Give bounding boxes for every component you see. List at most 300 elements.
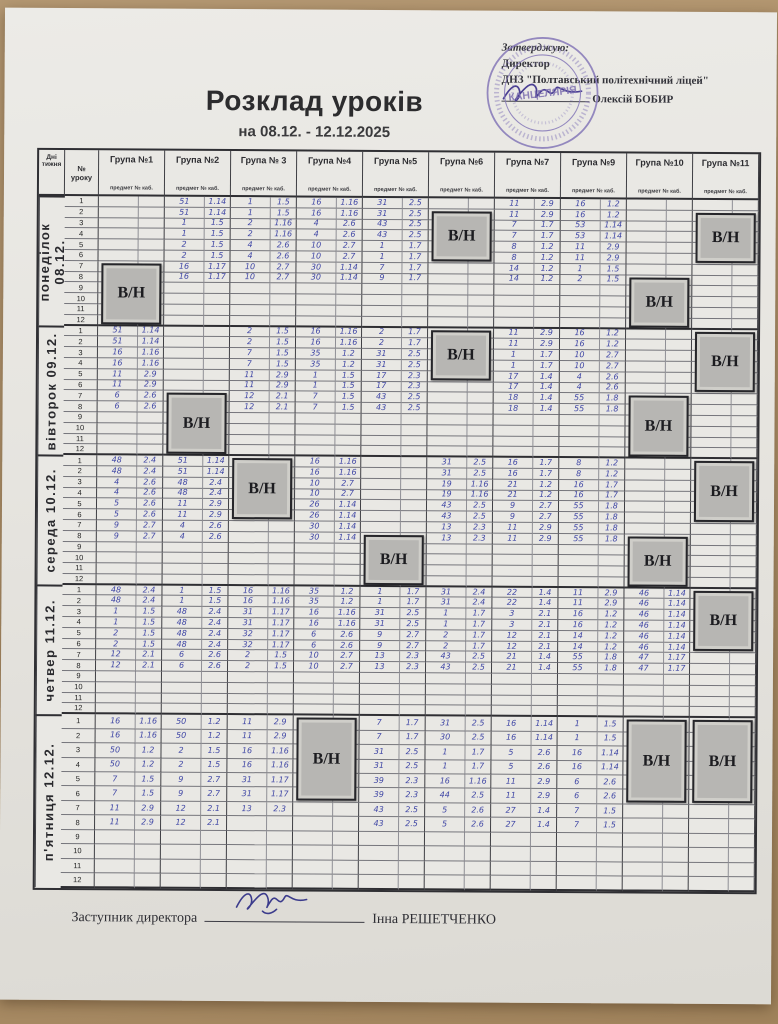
room-cell: 2.5 bbox=[402, 392, 428, 403]
subject-cell bbox=[97, 553, 137, 564]
room-cell bbox=[664, 675, 690, 686]
subject-cell: 31 bbox=[426, 587, 466, 598]
room-cell: 1.7 bbox=[400, 716, 426, 731]
room-cell bbox=[201, 845, 227, 860]
room-cell: 2.1 bbox=[136, 661, 162, 672]
room-cell bbox=[137, 542, 163, 553]
room-cell: 1.7 bbox=[400, 587, 426, 598]
subject-cell: 51 bbox=[163, 456, 203, 467]
lesson-number: 2 bbox=[62, 595, 96, 606]
room-cell bbox=[663, 848, 689, 863]
room-cell: 1.16 bbox=[335, 457, 361, 468]
room-cell: 1.14 bbox=[335, 532, 361, 543]
room-cell: 2.5 bbox=[403, 220, 429, 231]
room-cell bbox=[333, 803, 359, 818]
room-cell: 1.5 bbox=[205, 229, 231, 240]
subject-cell: 16 bbox=[492, 717, 532, 732]
room-cell: 1.16 bbox=[138, 358, 164, 369]
room-cell: 2.9 bbox=[534, 339, 560, 350]
room-cell bbox=[534, 318, 560, 329]
subject-cell: 27 bbox=[491, 818, 531, 833]
lesson-number: 12 bbox=[61, 873, 95, 888]
subject-cell: 31 bbox=[427, 457, 467, 468]
room-cell bbox=[663, 819, 689, 834]
subject-cell: 12 bbox=[492, 641, 532, 652]
room-cell bbox=[401, 490, 427, 501]
room-cell bbox=[533, 566, 559, 577]
subject-cell bbox=[295, 554, 335, 565]
subject-cell: 11 bbox=[95, 801, 135, 816]
room-cell bbox=[730, 654, 756, 665]
subject-cell bbox=[229, 532, 269, 543]
subject-cell bbox=[557, 876, 597, 891]
room-cell bbox=[600, 318, 626, 329]
room-cell: 1.5 bbox=[336, 403, 362, 414]
lesson-number: 11 bbox=[62, 693, 96, 704]
subject-cell: 16 bbox=[557, 761, 597, 776]
room-cell bbox=[202, 683, 228, 694]
lesson-number: 12 bbox=[63, 574, 97, 585]
subject-cell bbox=[227, 816, 267, 831]
subject-cell bbox=[427, 544, 467, 555]
room-cell: 1.5 bbox=[135, 787, 161, 802]
room-cell bbox=[267, 860, 293, 875]
subject-cell: 16 bbox=[297, 197, 337, 208]
room-cell bbox=[667, 243, 693, 254]
subject-cell: 31 bbox=[427, 468, 467, 479]
subject-cell bbox=[428, 295, 468, 306]
room-cell: 2.6 bbox=[137, 510, 163, 521]
subject-cell bbox=[295, 565, 335, 576]
room-cell: 2.5 bbox=[399, 817, 425, 832]
subject-cell bbox=[361, 446, 401, 457]
lesson-number: 9 bbox=[62, 671, 96, 682]
room-cell: 2.5 bbox=[467, 501, 493, 512]
subject-cell: 7 bbox=[557, 804, 597, 819]
room-cell bbox=[139, 229, 165, 240]
room-cell bbox=[401, 457, 427, 468]
subject-cell bbox=[296, 284, 336, 295]
subject-cell bbox=[162, 704, 202, 715]
subject-cell bbox=[427, 576, 467, 587]
subject-cell: 12 bbox=[161, 816, 201, 831]
room-cell bbox=[600, 307, 626, 318]
room-cell: 1.16 bbox=[467, 479, 493, 490]
subject-cell bbox=[164, 305, 204, 316]
subject-cell: 9 bbox=[161, 773, 201, 788]
room-cell bbox=[204, 305, 230, 316]
lesson-number: 12 bbox=[63, 444, 97, 455]
room-cell bbox=[335, 446, 361, 457]
subject-cell bbox=[691, 427, 731, 438]
room-cell: 1.14 bbox=[203, 456, 229, 467]
room-cell bbox=[666, 351, 692, 362]
room-cell bbox=[336, 316, 362, 327]
subject-cell: 1 bbox=[558, 717, 598, 732]
subject-cell bbox=[689, 819, 729, 834]
subject-cell: 1 bbox=[425, 745, 465, 760]
subject-cell: 8 bbox=[494, 253, 534, 264]
room-cell: 1.4 bbox=[534, 382, 560, 393]
group-header bbox=[165, 151, 231, 197]
corner-lesson-header: № уроку bbox=[65, 150, 99, 196]
subject-cell: 31 bbox=[426, 598, 466, 609]
subject-cell: 16 bbox=[296, 338, 336, 349]
subject-cell bbox=[362, 317, 402, 328]
room-cell bbox=[333, 817, 359, 832]
subject-cell: 7 bbox=[296, 403, 336, 414]
subject-cell: 17 bbox=[362, 371, 402, 382]
vh-box: В/Н bbox=[693, 591, 753, 652]
room-cell bbox=[532, 696, 558, 707]
day-label: понеділок 08.12. bbox=[38, 196, 65, 326]
subject-cell: 48 bbox=[162, 639, 202, 650]
room-cell bbox=[730, 697, 756, 708]
room-cell: 1.5 bbox=[202, 586, 228, 597]
room-cell bbox=[468, 404, 494, 415]
room-cell: 2.4 bbox=[466, 598, 492, 609]
vh-box: В/Н bbox=[695, 331, 755, 392]
group-subheader-label: предмет № каб. bbox=[175, 185, 219, 192]
room-cell: 2.9 bbox=[534, 328, 560, 339]
room-cell bbox=[533, 447, 559, 458]
room-cell: 1.17 bbox=[268, 618, 294, 629]
room-cell bbox=[269, 543, 295, 554]
room-cell: 1.8 bbox=[599, 534, 625, 545]
room-cell bbox=[467, 425, 493, 436]
vh-box: В/Н bbox=[629, 277, 689, 327]
subject-cell: 32 bbox=[228, 629, 268, 640]
room-cell bbox=[598, 696, 624, 707]
subject-cell: 39 bbox=[359, 774, 399, 789]
lesson-number: 8 bbox=[64, 272, 98, 283]
subject-cell: 2 bbox=[426, 641, 466, 652]
subject-cell bbox=[425, 861, 465, 876]
room-cell bbox=[401, 436, 427, 447]
room-cell bbox=[335, 565, 361, 576]
room-cell: 1.2 bbox=[600, 340, 626, 351]
room-cell: 1.17 bbox=[664, 664, 690, 675]
subject-cell bbox=[163, 564, 203, 575]
vh-box: В/Н bbox=[166, 393, 226, 454]
subject-cell bbox=[625, 491, 665, 502]
subject-cell bbox=[427, 425, 467, 436]
room-cell: 2.5 bbox=[399, 760, 425, 775]
room-cell: 2.7 bbox=[336, 252, 362, 263]
room-cell bbox=[597, 833, 623, 848]
room-cell bbox=[598, 674, 624, 685]
room-cell: 1.14 bbox=[205, 197, 231, 208]
group-header-label: Група № 3 bbox=[240, 155, 287, 166]
subject-cell bbox=[164, 359, 204, 370]
subject-cell: 43 bbox=[427, 511, 467, 522]
subject-cell: 1 bbox=[162, 585, 202, 596]
subject-cell: 13 bbox=[427, 522, 467, 533]
subject-cell bbox=[560, 296, 600, 307]
room-cell bbox=[399, 846, 425, 861]
vh-box: В/Н bbox=[232, 458, 292, 519]
room-cell: 1.14 bbox=[532, 732, 558, 747]
subject-cell: 17 bbox=[494, 382, 534, 393]
subject-cell bbox=[99, 218, 139, 229]
room-cell: 1.2 bbox=[533, 480, 559, 491]
subject-cell bbox=[623, 877, 663, 892]
room-cell: 2.6 bbox=[600, 372, 626, 383]
subject-cell bbox=[293, 846, 333, 861]
subject-cell bbox=[690, 697, 730, 708]
room-cell bbox=[732, 276, 758, 287]
subject-cell bbox=[690, 686, 730, 697]
room-cell bbox=[138, 250, 164, 261]
subject-cell: 46 bbox=[624, 588, 664, 599]
lesson-number: 7 bbox=[61, 801, 95, 816]
room-cell: 1.4 bbox=[532, 598, 558, 609]
subject-cell bbox=[227, 860, 267, 875]
room-cell: 2.9 bbox=[533, 523, 559, 534]
room-cell bbox=[402, 317, 428, 328]
room-cell bbox=[729, 819, 755, 834]
subject-cell: 50 bbox=[95, 758, 135, 773]
room-cell: 1.5 bbox=[597, 804, 623, 819]
room-cell: 1.2 bbox=[336, 349, 362, 360]
room-cell bbox=[204, 359, 230, 370]
room-cell: 1.14 bbox=[138, 337, 164, 348]
room-cell bbox=[465, 847, 491, 862]
room-cell: 1.5 bbox=[205, 218, 231, 229]
subject-cell: 2 bbox=[426, 630, 466, 641]
room-cell bbox=[732, 308, 758, 319]
room-cell: 2.5 bbox=[467, 512, 493, 523]
subject-cell: 31 bbox=[359, 745, 399, 760]
lesson-number: 1 bbox=[63, 455, 97, 466]
subject-cell: 10 bbox=[230, 273, 270, 284]
subject-cell: 19 bbox=[427, 490, 467, 501]
subject-cell bbox=[559, 447, 599, 458]
subject-cell bbox=[362, 306, 402, 317]
room-cell bbox=[401, 468, 427, 479]
room-cell bbox=[468, 306, 494, 317]
subject-cell: 48 bbox=[162, 607, 202, 618]
room-cell bbox=[731, 416, 757, 427]
room-cell bbox=[399, 861, 425, 876]
subject-cell: 31 bbox=[362, 349, 402, 360]
lesson-number: 3 bbox=[65, 218, 99, 229]
subject-cell: 10 bbox=[294, 651, 334, 662]
lesson-number: 8 bbox=[63, 531, 97, 542]
lesson-number: 7 bbox=[64, 261, 98, 272]
room-cell bbox=[533, 544, 559, 555]
room-cell: 2.1 bbox=[270, 402, 296, 413]
subject-cell: 4 bbox=[163, 531, 203, 542]
room-cell: 1.5 bbox=[268, 662, 294, 673]
subject-cell bbox=[558, 674, 598, 685]
room-cell bbox=[201, 831, 227, 846]
subject-cell: 11 bbox=[230, 370, 270, 381]
room-cell bbox=[467, 544, 493, 555]
vh-box: В/Н bbox=[628, 536, 688, 586]
subject-cell: 16 bbox=[164, 272, 204, 283]
subject-cell: 11 bbox=[561, 242, 601, 253]
room-cell: 2.7 bbox=[335, 478, 361, 489]
subject-cell: 12 bbox=[492, 631, 532, 642]
subject-cell: 11 bbox=[495, 209, 535, 220]
room-cell bbox=[666, 362, 692, 373]
subject-cell: 10 bbox=[296, 251, 336, 262]
subject-cell: 16 bbox=[98, 358, 138, 369]
subject-cell: 5 bbox=[491, 746, 531, 761]
subject-cell bbox=[164, 315, 204, 326]
room-cell: 1.7 bbox=[534, 350, 560, 361]
lesson-number: 2 bbox=[62, 729, 96, 744]
subject-cell: 1 bbox=[360, 597, 400, 608]
vh-box: В/Н bbox=[296, 718, 357, 801]
subject-cell: 6 bbox=[557, 775, 597, 790]
subject-cell: 6 bbox=[98, 401, 138, 412]
subject-cell bbox=[293, 831, 333, 846]
lesson-number: 2 bbox=[63, 466, 97, 477]
room-cell bbox=[466, 695, 492, 706]
subject-cell: 7 bbox=[95, 787, 135, 802]
room-cell: 2.5 bbox=[403, 198, 429, 209]
subject-cell: 9 bbox=[360, 630, 400, 641]
lesson-number: 6 bbox=[64, 380, 98, 391]
subject-cell bbox=[427, 436, 467, 447]
subject-cell: 12 bbox=[96, 650, 136, 661]
room-cell bbox=[269, 435, 295, 446]
subject-cell: 1 bbox=[363, 241, 403, 252]
room-cell: 2.1 bbox=[532, 609, 558, 620]
room-cell: 2.9 bbox=[135, 816, 161, 831]
subject-cell bbox=[95, 830, 135, 845]
subject-cell: 9 bbox=[97, 520, 137, 531]
room-cell: 1.14 bbox=[335, 522, 361, 533]
subject-cell: 6 bbox=[162, 650, 202, 661]
subject-cell bbox=[162, 693, 202, 704]
subject-cell: 16 bbox=[96, 729, 136, 744]
room-cell bbox=[334, 684, 360, 695]
page-title: Розклад уроків bbox=[205, 84, 424, 118]
subject-cell: 31 bbox=[227, 773, 267, 788]
room-cell: 1.14 bbox=[203, 467, 229, 478]
group-header-label: Група №6 bbox=[440, 156, 484, 167]
subject-cell bbox=[229, 413, 269, 424]
room-cell: 2.9 bbox=[531, 789, 557, 804]
room-cell: 1.7 bbox=[599, 491, 625, 502]
subject-cell: 12 bbox=[161, 801, 201, 816]
room-cell: 1.14 bbox=[532, 717, 558, 732]
room-cell bbox=[531, 876, 557, 891]
subject-cell: 1 bbox=[425, 760, 465, 775]
subject-cell: 6 bbox=[294, 640, 334, 651]
room-cell: 1.4 bbox=[532, 652, 558, 663]
room-cell bbox=[467, 566, 493, 577]
subject-cell bbox=[162, 682, 202, 693]
room-cell bbox=[401, 446, 427, 457]
lesson-number: 3 bbox=[61, 743, 95, 758]
room-cell: 1.2 bbox=[598, 631, 624, 642]
subject-cell bbox=[493, 415, 533, 426]
room-cell: 2.6 bbox=[137, 499, 163, 510]
subject-cell: 13 bbox=[427, 533, 467, 544]
subject-cell bbox=[228, 683, 268, 694]
group-header bbox=[363, 152, 429, 198]
room-cell: 2.9 bbox=[268, 730, 294, 745]
subject-cell: 1 bbox=[494, 350, 534, 361]
subject-cell: 13 bbox=[360, 651, 400, 662]
subject-cell bbox=[229, 424, 269, 435]
room-cell bbox=[667, 232, 693, 243]
room-cell bbox=[666, 264, 692, 275]
subject-cell: 2 bbox=[230, 337, 270, 348]
subject-cell bbox=[230, 294, 270, 305]
subject-cell: 7 bbox=[362, 263, 402, 274]
subject-cell: 16 bbox=[557, 746, 597, 761]
room-cell: 2.6 bbox=[337, 230, 363, 241]
paper-sheet bbox=[0, 8, 777, 1005]
room-cell: 2.6 bbox=[270, 251, 296, 262]
room-cell: 1.16 bbox=[138, 348, 164, 359]
group-subheader-label: предмет № каб. bbox=[109, 185, 153, 192]
room-cell bbox=[400, 673, 426, 684]
subject-cell bbox=[360, 684, 400, 695]
room-cell: 2.5 bbox=[467, 458, 493, 469]
subject-cell: 50 bbox=[162, 729, 202, 744]
room-cell bbox=[399, 832, 425, 847]
subject-cell: 18 bbox=[494, 393, 534, 404]
room-cell bbox=[204, 348, 230, 359]
subject-cell: 26 bbox=[295, 500, 335, 511]
subject-cell: 51 bbox=[163, 467, 203, 478]
subject-cell bbox=[559, 415, 599, 426]
subject-cell: 11 bbox=[558, 599, 598, 610]
room-cell bbox=[267, 817, 293, 832]
subject-cell: 16 bbox=[558, 620, 598, 631]
room-cell: 1.5 bbox=[270, 359, 296, 370]
room-cell bbox=[139, 207, 165, 218]
subject-cell: 46 bbox=[624, 631, 664, 642]
subject-cell: 16 bbox=[558, 609, 598, 620]
room-cell bbox=[401, 425, 427, 436]
room-cell bbox=[402, 295, 428, 306]
lesson-number: 5 bbox=[65, 239, 99, 250]
lesson-number: 10 bbox=[63, 552, 97, 563]
room-cell: 2.3 bbox=[402, 371, 428, 382]
subject-cell bbox=[426, 695, 466, 706]
room-cell: 1.7 bbox=[402, 338, 428, 349]
room-cell: 1.5 bbox=[598, 718, 624, 733]
room-cell: 2.5 bbox=[402, 403, 428, 414]
lesson-number: 12 bbox=[62, 703, 96, 714]
room-cell bbox=[465, 832, 491, 847]
subject-cell: 48 bbox=[97, 466, 137, 477]
room-cell: 1.5 bbox=[270, 348, 296, 359]
room-cell: 1.14 bbox=[664, 642, 690, 653]
group-header-label: Група №11 bbox=[701, 157, 750, 169]
room-cell: 2.3 bbox=[467, 522, 493, 533]
room-cell: 1.4 bbox=[534, 393, 560, 404]
room-cell: 2.5 bbox=[467, 468, 493, 479]
room-cell: 2.3 bbox=[399, 774, 425, 789]
room-cell bbox=[268, 705, 294, 716]
room-cell: 2.9 bbox=[270, 370, 296, 381]
subject-cell bbox=[491, 876, 531, 891]
subject-cell: 10 bbox=[230, 262, 270, 273]
subject-cell: 21 bbox=[492, 663, 532, 674]
room-cell: 1.14 bbox=[601, 232, 627, 243]
lesson-number: 1 bbox=[62, 714, 96, 729]
room-cell bbox=[401, 479, 427, 490]
subject-cell bbox=[97, 574, 137, 585]
